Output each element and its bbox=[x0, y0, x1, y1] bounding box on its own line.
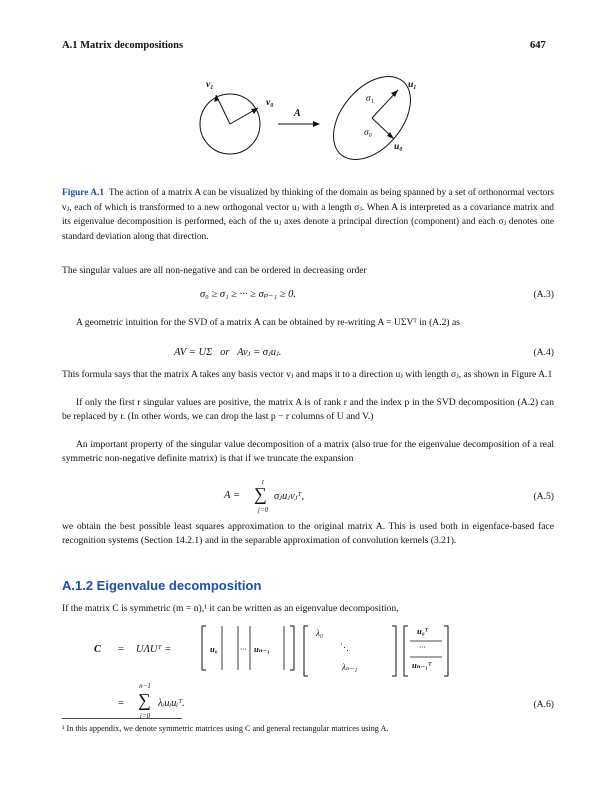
eq-a5-number: (A.5) bbox=[533, 491, 554, 502]
paragraph-2: A geometric intuition for the SVD of a matrix A can be obtained by re-writing A = UΣVᵀ in (A.2) as bbox=[76, 317, 461, 328]
equation-a6 bbox=[62, 624, 554, 724]
caption-label: Figure A.1 bbox=[62, 188, 105, 198]
paragraph-3: This formula says that the matrix A takes any basis vector vⱼ and maps it to a direction uⱼ with length σⱼ, as shown in Figure A.1 bbox=[62, 369, 553, 380]
eq-a5-lhs: A = bbox=[224, 490, 240, 501]
paragraph-6: we obtain the best possible least squares approximation to the original matrix A. This is used both in eigenface-based face recognition systems (Section 14.2.1) and in the separable approximation of convolution kernels (3.21). bbox=[62, 521, 554, 546]
eq-a3-number: (A.3) bbox=[533, 289, 554, 300]
label-v0: v₀ bbox=[266, 98, 274, 108]
equation-a4 bbox=[62, 346, 554, 362]
label-sigma1: σ₁ bbox=[366, 94, 374, 104]
eq-a6-eq: = bbox=[118, 644, 124, 655]
paragraph-7: If the matrix C is symmetric (m = n),¹ it can be written as an eigenvalue decomposition, bbox=[62, 603, 399, 614]
label-u1: u₁ bbox=[408, 80, 417, 90]
eq-a6-sum-bottom: i=0 bbox=[139, 712, 151, 720]
eq-a5-body: σⱼuⱼvⱼᵀ, bbox=[274, 491, 305, 502]
eq-a6-sum-top: n−1 bbox=[139, 682, 151, 690]
ut-first: u₀ᵀ bbox=[417, 626, 428, 636]
label-v1: v₁ bbox=[206, 80, 214, 90]
label-A: A bbox=[294, 108, 301, 119]
section-title: A.1.2 Eigenvalue decomposition bbox=[62, 578, 262, 593]
footnote-rule bbox=[62, 718, 182, 719]
eq-a5-sum-sign: ∑ bbox=[254, 484, 267, 504]
svd-diagram bbox=[190, 72, 430, 182]
eq-a6-number: (A.6) bbox=[533, 699, 554, 710]
figure-a1 bbox=[190, 72, 430, 182]
paragraph-1: The singular values are all non-negative and can be ordered in decreasing order bbox=[62, 265, 367, 276]
running-header: A.1 Matrix decompositions bbox=[62, 40, 184, 51]
u-last: uₙ₋₁ bbox=[254, 644, 271, 654]
caption-text: The action of a matrix A can be visualized by thinking of the domain as being spanned by a set of orthonormal vectors vⱼ, each of which is transformed to a new orthogonal vector uⱼ with a length σⱼ. When A is interpreted as a covariance matrix and its eigenvalue decomposition is performed, each of the uⱼ axes denote a principal direction (component) and each σⱼ denotes one standard deviation along that direction. bbox=[62, 188, 555, 242]
eq-a6-eq2: = bbox=[118, 698, 124, 709]
eq-a6-body: λᵢuᵢuᵢᵀ. bbox=[158, 698, 185, 709]
eq-a4-number: (A.4) bbox=[533, 347, 554, 358]
equation-a3 bbox=[62, 288, 554, 304]
lambda-first: λ₀ bbox=[316, 628, 324, 638]
ut-dots: ··· bbox=[419, 642, 426, 652]
figure-caption bbox=[62, 186, 554, 244]
footnote: ¹ In this appendix, we denote symmetric matrices using C and general rectangular matrices using A. bbox=[62, 724, 389, 733]
lambda-dots: ⋱ bbox=[340, 642, 349, 652]
eq-a5-sum-bottom: j=0 bbox=[257, 506, 269, 514]
transform-arrowhead bbox=[313, 121, 320, 127]
eq-a3-body: σ₀ ≥ σ₁ ≥ ··· ≥ σₚ₋₁ ≥ 0. bbox=[200, 289, 297, 300]
u-dots: ··· bbox=[240, 644, 247, 654]
eq-a6-sum-sign: ∑ bbox=[138, 690, 151, 710]
ut-last: uₙ₋₁ᵀ bbox=[412, 660, 432, 670]
eq-a6-lhs: C bbox=[94, 644, 102, 655]
paragraph-5: An important property of the singular value decomposition of a matrix (also true for the eigenvalue decomposition of a real symmetric non-negative definite matrix) is that if we truncate the expansion bbox=[62, 439, 554, 464]
eq-a5-sum-top: t bbox=[262, 478, 264, 486]
page-number: 647 bbox=[530, 40, 546, 51]
eq-a6-rhs1: UΛUᵀ = bbox=[136, 644, 172, 655]
equation-a5 bbox=[62, 478, 554, 516]
label-u0: u₀ bbox=[394, 142, 403, 152]
label-sigma0: σ₀ bbox=[364, 128, 372, 138]
lambda-last: λₙ₋₁ bbox=[342, 662, 358, 672]
eq-a4-body: AV = UΣ or Avⱼ = σⱼuⱼ. bbox=[174, 347, 282, 358]
u-first: u₀ bbox=[210, 644, 218, 654]
paragraph-4: If only the first r singular values are positive, the matrix A is of rank r and the index p in the SVD decomposition (A.2) can be replaced by r. (In other words, we can drop the last p − r columns of U and V.) bbox=[62, 397, 554, 422]
